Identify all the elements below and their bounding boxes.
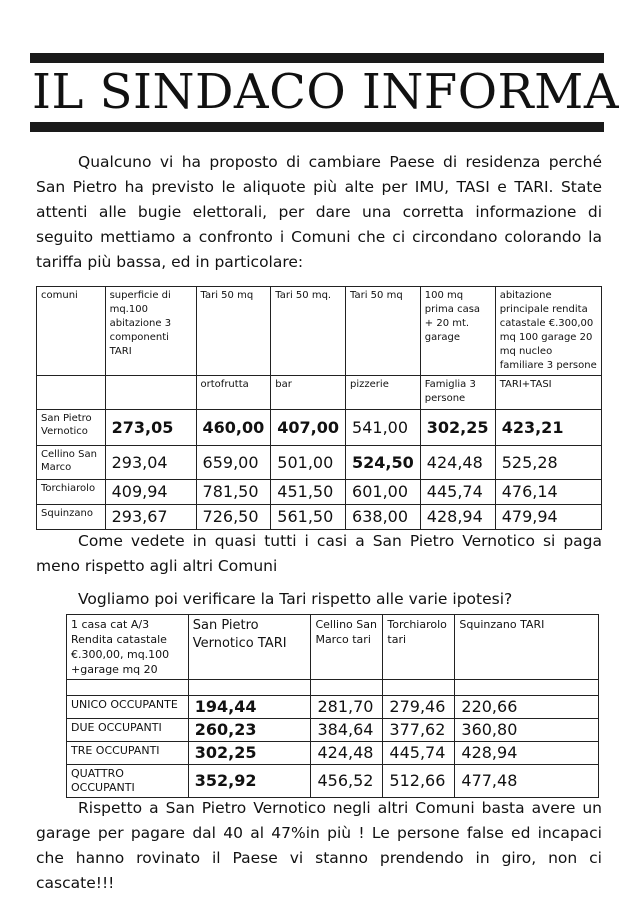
- value-cell: 428,94: [420, 505, 495, 530]
- header-cell: Squinzano TARI: [455, 615, 599, 680]
- value-cell: 781,50: [196, 480, 271, 505]
- value-cell: 476,14: [495, 480, 601, 505]
- value-cell: 302,25: [188, 742, 311, 765]
- value-cell: 512,66: [383, 765, 455, 798]
- table-row: [37, 410, 602, 446]
- value-cell: 525,28: [495, 446, 601, 480]
- value-cell: 293,67: [105, 505, 196, 530]
- bottom-rule: [30, 122, 604, 132]
- table-header-row: [67, 615, 599, 680]
- value-cell: 451,50: [271, 480, 346, 505]
- value-cell: 352,92: [188, 765, 311, 798]
- header-cell: 100 mq prima casa + 20 mt. garage: [420, 287, 495, 376]
- value-cell: 302,25: [420, 410, 495, 446]
- header-cell: Torchiarolo tari: [383, 615, 455, 680]
- value-cell: 601,00: [346, 480, 421, 505]
- value-cell: 477,48: [455, 765, 599, 798]
- subheader-cell: [37, 376, 106, 410]
- value-cell: 445,74: [383, 742, 455, 765]
- comune-cell: Cellino San Marco: [37, 446, 106, 480]
- value-cell: 524,50: [346, 446, 421, 480]
- question-paragraph: Vogliamo poi verificare la Tari rispetto alle varie ipotesi?: [78, 590, 513, 608]
- spacer-row: [67, 680, 599, 696]
- comune-cell: Squinzano: [37, 505, 106, 530]
- header-cell: San Pietro Vernotico TARI: [188, 615, 311, 680]
- table-row: [67, 765, 599, 798]
- value-cell: 501,00: [271, 446, 346, 480]
- value-cell: 377,62: [383, 719, 455, 742]
- value-cell: 360,80: [455, 719, 599, 742]
- subheader-cell: bar: [271, 376, 346, 410]
- subheader-cell: TARI+TASI: [495, 376, 601, 410]
- value-cell: 423,21: [495, 410, 601, 446]
- tari-table: [66, 614, 599, 798]
- comune-cell: Torchiarolo: [37, 480, 106, 505]
- subheader-cell: pizzerie: [346, 376, 421, 410]
- table-row: [37, 505, 602, 530]
- value-cell: 281,70: [311, 696, 383, 719]
- value-cell: 424,48: [420, 446, 495, 480]
- comune-cell: San Pietro Vernotico: [37, 410, 106, 446]
- intro-paragraph: Qualcuno vi ha proposto di cambiare Paese di residenza perché San Pietro ha previsto le aliquote più alte per IMU, TASI e TARI. State attenti alle bugie elettorali, per dare una corretta informazione di seguito mettiamo a confronto i Comuni che ci circondano colorando la tariffa più bassa, ed in particolare:: [36, 153, 602, 271]
- value-cell: 726,50: [196, 505, 271, 530]
- subheader-cell: [105, 376, 196, 410]
- occupant-label: TRE OCCUPANTI: [67, 742, 189, 765]
- value-cell: 638,00: [346, 505, 421, 530]
- header-cell: Tari 50 mq: [196, 287, 271, 376]
- value-cell: 659,00: [196, 446, 271, 480]
- value-cell: 460,00: [196, 410, 271, 446]
- comparison-table: [36, 286, 602, 530]
- table-row: [67, 696, 599, 719]
- subheader-cell: Famiglia 3 persone: [420, 376, 495, 410]
- table-row: [67, 719, 599, 742]
- comparison-paragraph: Come vedete in quasi tutti i casi a San Pietro Vernotico si paga meno rispetto agli altri Comuni: [36, 532, 602, 575]
- value-cell: 194,44: [188, 696, 311, 719]
- value-cell: 407,00: [271, 410, 346, 446]
- value-cell: 424,48: [311, 742, 383, 765]
- page-title: IL SINDACO INFORMA: [32, 64, 619, 120]
- occupant-label: UNICO OCCUPANTE: [67, 696, 189, 719]
- value-cell: 428,94: [455, 742, 599, 765]
- table-subheader-row: [37, 376, 602, 410]
- table-row: [67, 742, 599, 765]
- table-row: [37, 446, 602, 480]
- value-cell: 456,52: [311, 765, 383, 798]
- occupant-label: DUE OCCUPANTI: [67, 719, 189, 742]
- header-cell: superficie di mq.100 abitazione 3 componenti TARI: [105, 287, 196, 376]
- closing-paragraph: Rispetto a San Pietro Vernotico negli altri Comuni basta avere un garage per pagare dal 40 al 47%in più ! Le persone false ed incapaci che hanno rovinato il Paese vi stanno prendendo in giro, non ci cascate!!!: [36, 799, 602, 892]
- header-cell: 1 casa cat A/3 Rendita catastale €.300,00, mq.100 +garage mq 20: [67, 615, 189, 680]
- table-row: [37, 480, 602, 505]
- value-cell: 273,05: [105, 410, 196, 446]
- header-cell: Tari 50 mq.: [271, 287, 346, 376]
- subheader-cell: ortofrutta: [196, 376, 271, 410]
- value-cell: 220,66: [455, 696, 599, 719]
- header-cell: Cellino San Marco tari: [311, 615, 383, 680]
- value-cell: 279,46: [383, 696, 455, 719]
- value-cell: 479,94: [495, 505, 601, 530]
- value-cell: 541,00: [346, 410, 421, 446]
- occupant-label: QUATTRO OCCUPANTI: [67, 765, 189, 798]
- value-cell: 293,04: [105, 446, 196, 480]
- table-header-row: [37, 287, 602, 376]
- value-cell: 561,50: [271, 505, 346, 530]
- header-cell: comuni: [37, 287, 106, 376]
- header-cell: abitazione principale rendita catastale €.300,00 mq 100 garage 20 mq nucleo familiare 3 persone: [495, 287, 601, 376]
- value-cell: 445,74: [420, 480, 495, 505]
- value-cell: 409,94: [105, 480, 196, 505]
- value-cell: 260,23: [188, 719, 311, 742]
- header-cell: Tari 50 mq: [346, 287, 421, 376]
- value-cell: 384,64: [311, 719, 383, 742]
